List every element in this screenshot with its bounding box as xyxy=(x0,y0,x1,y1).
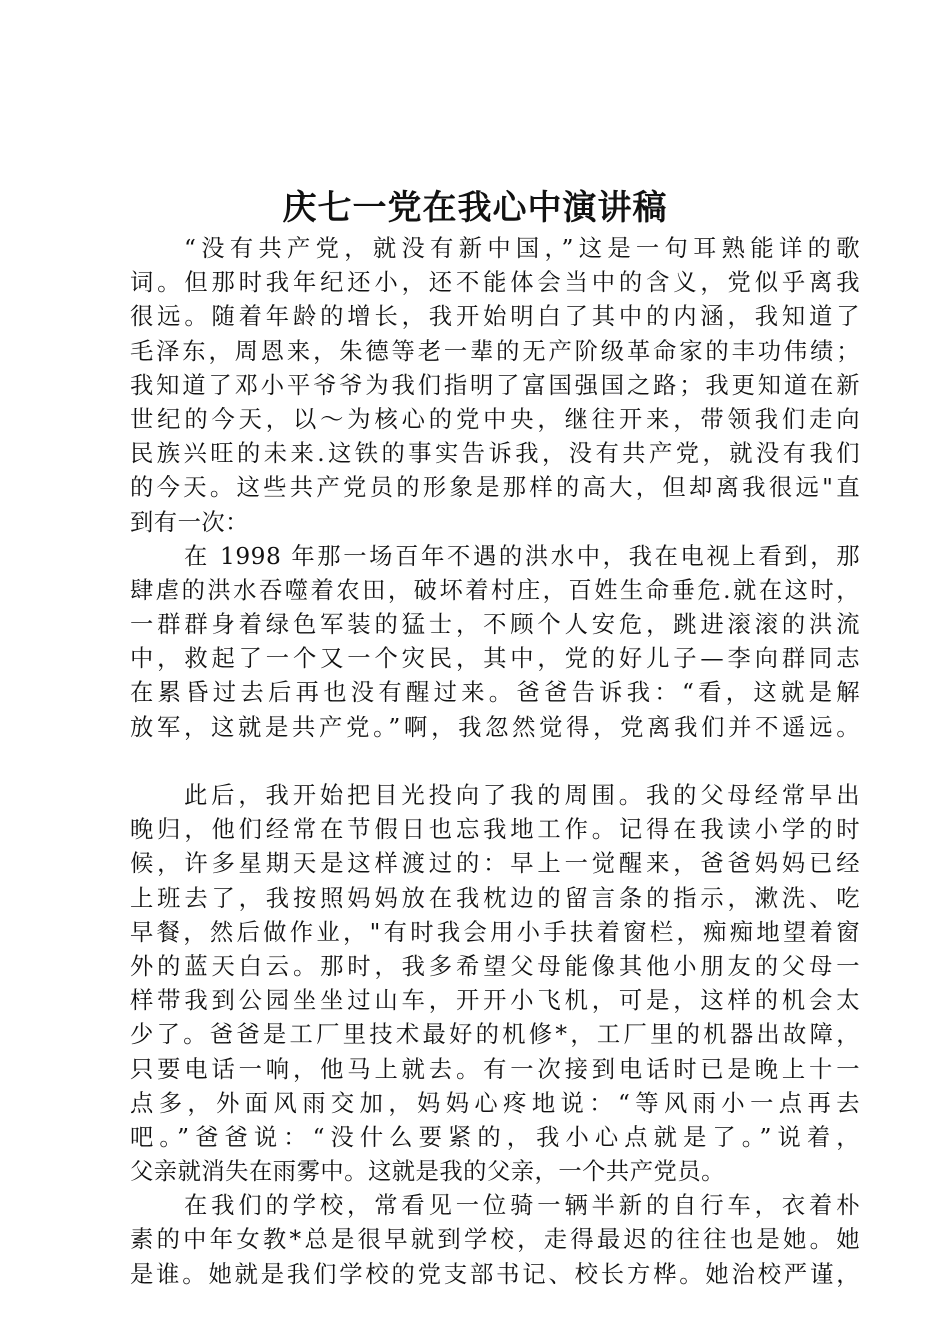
document-title: 庆七一党在我心中演讲稿 xyxy=(282,188,668,228)
text-line: 的今天。这些共产党员的形象是那样的高大，但却离我很远"直 xyxy=(130,474,860,502)
text-line: 此后，我开始把目光投向了我的周围。我的父母经常早出 xyxy=(184,782,860,809)
text-line: 民族兴旺的未来.这铁的事实告诉我，没有共产党，就没有我们 xyxy=(130,440,860,468)
text-line: 外的蓝天白云。那时，我多希望父母能像其他小朋友的父母一 xyxy=(130,952,860,980)
text-line: 我知道了邓小平爷爷为我们指明了富国强国之路；我更知道在新 xyxy=(130,371,860,399)
text-line: 点多，外面风雨交加，妈妈心疼地说：“等风雨小一点再去 xyxy=(130,1089,860,1117)
text-line: 放军，这就是共产党。”啊，我忽然觉得，党离我们并不遥远。 xyxy=(130,713,860,741)
paragraph-spacer xyxy=(130,745,860,779)
text-line: 是谁。她就是我们学校的党支部书记、校长方桦。她治校严谨， xyxy=(130,1260,860,1288)
text-line: 很远。随着年龄的增长，我开始明白了其中的内涵，我知道了 xyxy=(130,303,860,331)
text-line: 在 1998 年那一场百年不遇的洪水中，我在电视上看到，那 xyxy=(184,542,860,570)
text-line: 候，许多星期天是这样渡过的：早上一觉醒来，爸爸妈妈已经 xyxy=(130,850,860,878)
paragraph-3 xyxy=(130,779,860,1189)
text-line: 到有一次： xyxy=(130,508,249,536)
text-line: 在累昏过去后再也没有醒过来。爸爸告诉我：“看，这就是解 xyxy=(130,679,860,707)
text-line: 词。但那时我年纪还小，还不能体会当中的含义，党似乎离我 xyxy=(130,269,860,297)
paragraph-1 xyxy=(130,232,860,540)
text-line: 世纪的今天，以～为核心的党中央，继往开来，带领我们走向 xyxy=(130,405,860,433)
paragraph-2 xyxy=(130,540,860,745)
text-line: 一群群身着绿色军装的猛士，不顾个人安危，跳进滚滚的洪流 xyxy=(130,611,860,639)
text-line: 早餐，然后做作业，"有时我会用小手扶着窗栏，痴痴地望着窗 xyxy=(130,918,860,946)
text-line: 肆虐的洪水吞噬着农田，破坏着村庄，百姓生命垂危.就在这时， xyxy=(130,576,860,604)
text-line: 毛泽东，周恩来，朱德等老一辈的无产阶级革命家的丰功伟绩； xyxy=(130,337,860,365)
text-line: 上班去了，我按照妈妈放在我枕边的留言条的指示，漱洗、吃 xyxy=(130,884,860,912)
text-line: 样带我到公园坐坐过山车，开开小飞机，可是，这样的机会太 xyxy=(130,987,860,1015)
document-body xyxy=(130,232,860,1292)
text-line: 少了。爸爸是工厂里技术最好的机修*，工厂里的机器出故障， xyxy=(130,1021,860,1049)
text-line: “没有共产党，就没有新中国，”这是一句耳熟能详的歌 xyxy=(184,235,860,262)
text-line: 父亲就消失在雨雾中。这就是我的父亲，一个共产党员。 xyxy=(130,1158,725,1186)
text-line: 素的中年女教*总是很早就到学校，走得最迟的往往也是她。她 xyxy=(130,1226,860,1254)
text-line: 中，救起了一个又一个灾民，其中，党的好儿子—李向群同志 xyxy=(130,645,860,673)
text-line: 只要电话一响，他马上就去。有一次接到电话时已是晚上十一 xyxy=(130,1055,860,1083)
paragraph-4 xyxy=(130,1189,860,1292)
text-line: 晚归，他们经常在节假日也忘我地工作。记得在我读小学的时 xyxy=(130,816,860,844)
text-line: 在我们的学校，常看见一位骑一辆半新的自行车，衣着朴 xyxy=(184,1192,860,1220)
text-line: 吧。”爸爸说：“没什么要紧的，我小心点就是了。”说着， xyxy=(130,1123,860,1151)
